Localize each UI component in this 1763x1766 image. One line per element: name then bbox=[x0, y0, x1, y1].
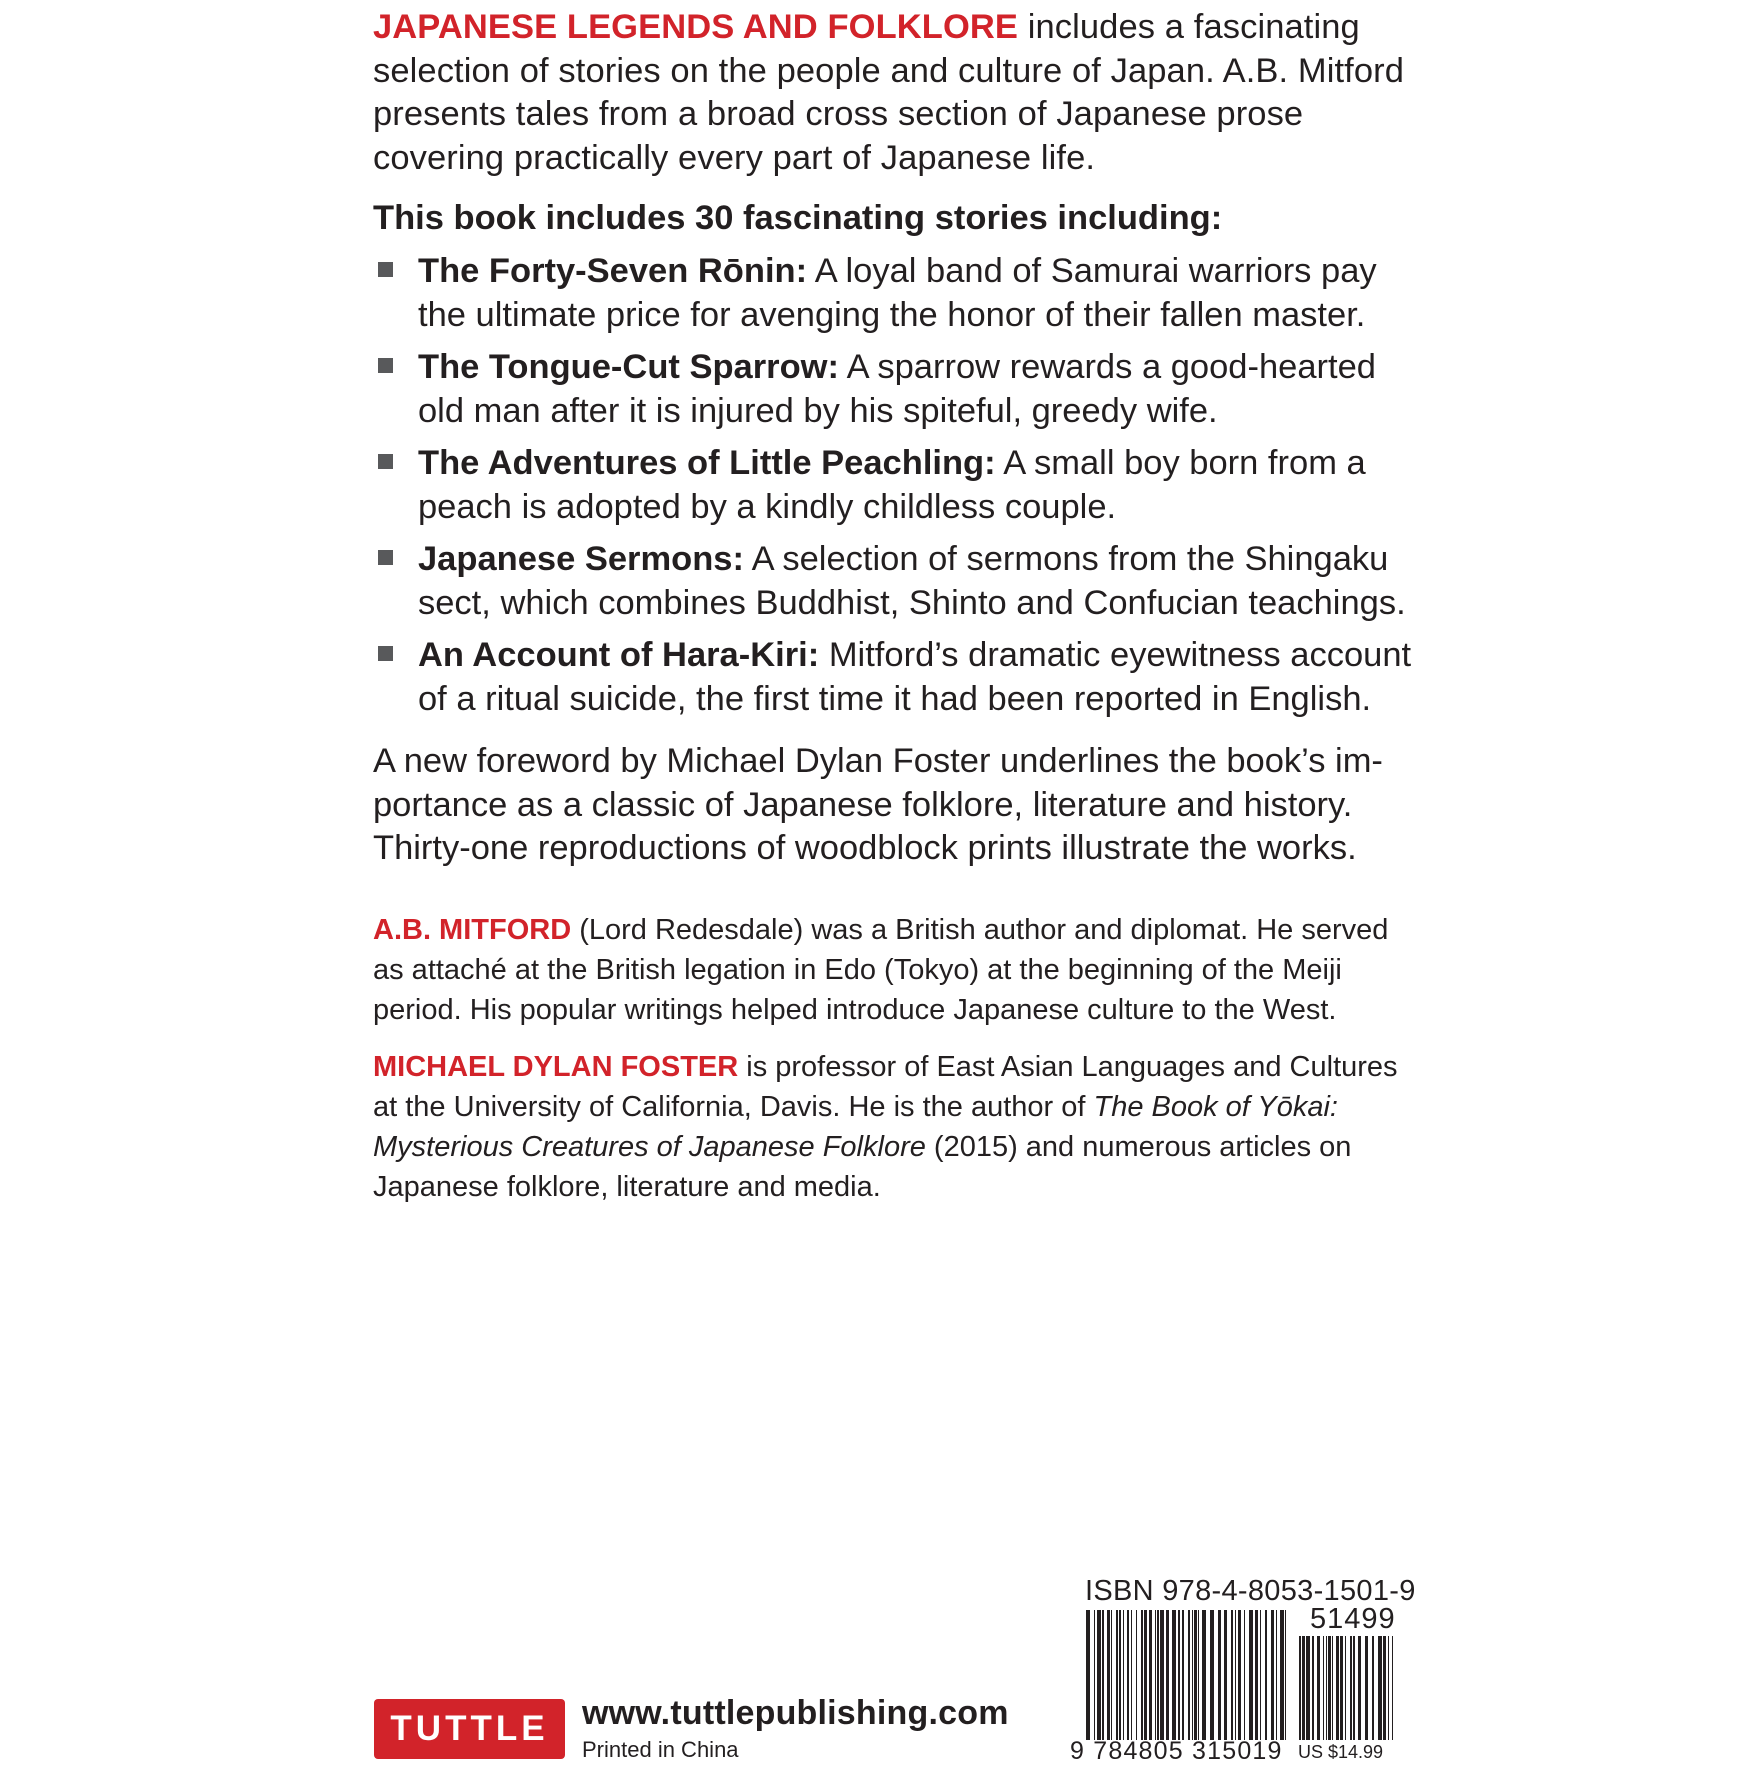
barcode-bar bbox=[1365, 1636, 1368, 1740]
list-item bbox=[373, 346, 1413, 433]
printed-in-label: Printed in China bbox=[582, 1737, 739, 1762]
barcode-bar bbox=[1194, 1610, 1197, 1740]
barcode-bar bbox=[1198, 1610, 1199, 1740]
barcode-bar bbox=[1157, 1610, 1159, 1740]
barcode-bar bbox=[1312, 1636, 1314, 1740]
list-item bbox=[373, 634, 1413, 721]
foreword-paragraph: A new foreword by Michael Dylan Foster underlines the book’s im-portance as a classic of Japanese folklore, literature and history. Thirty-one reproductions of woodblock prints illustrate the works. bbox=[373, 742, 1383, 867]
barcode-bar bbox=[1392, 1636, 1393, 1740]
barcode-bar bbox=[1271, 1610, 1274, 1740]
barcode-bar bbox=[1178, 1610, 1180, 1740]
barcode-bar bbox=[1265, 1610, 1267, 1740]
barcode-bar bbox=[1238, 1610, 1241, 1740]
barcode-bar bbox=[1107, 1610, 1110, 1740]
list-item bbox=[373, 442, 1413, 529]
story-title: The Adventures of Little Peachling: bbox=[418, 444, 996, 482]
story-title: Japanese Sermons: bbox=[418, 540, 744, 578]
barcode-bar bbox=[1131, 1610, 1132, 1740]
barcode-bar bbox=[1149, 1610, 1152, 1740]
barcode-bar bbox=[1323, 1636, 1324, 1740]
barcode-bar bbox=[1285, 1610, 1286, 1740]
author-bio-text-end: (2015) and numerous articles on Japanese folklore, literature and media. bbox=[373, 1130, 1352, 1203]
tuttle-logo: TUTTLE bbox=[374, 1699, 565, 1759]
story-description: A selection of sermons from the Shingaku sect, which combines Buddhist, Shinto and Confucian teachings. bbox=[418, 540, 1406, 622]
square-bullet-icon bbox=[378, 646, 393, 661]
square-bullet-icon bbox=[378, 262, 393, 277]
barcode-icon bbox=[1086, 1610, 1286, 1740]
barcode-bar bbox=[1345, 1636, 1346, 1740]
author-bio-text: (Lord Redesdale) was a British author and diplomat. He served as attaché at the British legation in Edo (Tokyo) at the beginning of the Meiji period. His popular writings helped introduce Japanese culture to the West. bbox=[373, 913, 1389, 1026]
barcode-bar bbox=[1353, 1636, 1355, 1740]
stories-list bbox=[373, 250, 1413, 721]
barcode-addon-icon bbox=[1299, 1636, 1394, 1740]
barcode-bar bbox=[1144, 1610, 1147, 1740]
barcode-bar bbox=[1182, 1610, 1184, 1740]
intro-paragraph bbox=[373, 6, 1413, 180]
cover-text-column bbox=[373, 6, 1413, 1207]
story-description: A small boy born from a peach is adopted by a kindly childless couple. bbox=[418, 444, 1366, 526]
barcode-bar bbox=[1119, 1610, 1121, 1740]
square-bullet-icon bbox=[378, 358, 393, 373]
barcode-bar bbox=[1123, 1610, 1124, 1740]
barcode-bar bbox=[1166, 1610, 1169, 1740]
barcode-bar bbox=[1336, 1636, 1339, 1740]
barcode-bar bbox=[1255, 1610, 1258, 1740]
barcode-bar bbox=[1116, 1610, 1118, 1740]
author-bio-mitford bbox=[373, 910, 1413, 1030]
barcode-bar bbox=[1094, 1610, 1095, 1740]
barcode-bar bbox=[1340, 1636, 1343, 1740]
story-description: Mitford’s dramatic eyewitness account of a ritual suicide, the first time it had been reported in English. bbox=[418, 636, 1412, 718]
barcode-bar bbox=[1111, 1610, 1112, 1740]
barcode-bar bbox=[1102, 1610, 1104, 1740]
barcode-bar bbox=[1224, 1610, 1227, 1740]
square-bullet-icon bbox=[378, 550, 393, 565]
author-bio-foster bbox=[373, 1047, 1413, 1207]
barcode-bar bbox=[1249, 1610, 1253, 1740]
isbn-number: ISBN 978-4-8053-1501-9 bbox=[1085, 1575, 1416, 1607]
square-bullet-icon bbox=[378, 454, 393, 469]
price-code: 51499 bbox=[1310, 1603, 1396, 1635]
barcode-bar bbox=[1388, 1636, 1389, 1740]
barcode-bar bbox=[1235, 1610, 1236, 1740]
barcode-bar bbox=[1097, 1610, 1101, 1740]
barcode-bar bbox=[1127, 1610, 1129, 1740]
author-name: A.B. MITFORD bbox=[373, 913, 572, 946]
intro-text: includes a fascinating selection of stories on the people and culture of Japan. A.B. Mitford presents tales from a broad cross section of Japanese prose covering practically every part of Japanese life. bbox=[373, 8, 1405, 177]
barcode-bar bbox=[1378, 1636, 1382, 1740]
story-description: A sparrow rewards a good-hearted old man after it is injured by his spiteful, greedy wife. bbox=[418, 348, 1376, 430]
list-item bbox=[373, 250, 1413, 337]
book-title-italic: The Book of Yōkai: Mysterious Creatures of Japanese Folklore bbox=[373, 1090, 1338, 1163]
barcode-bar bbox=[1160, 1610, 1164, 1740]
stories-heading: This book includes 30 fascinating stories including: bbox=[373, 199, 1223, 237]
barcode-bar bbox=[1188, 1610, 1190, 1740]
barcode-bar bbox=[1141, 1610, 1143, 1740]
barcode-bar bbox=[1306, 1636, 1310, 1740]
book-title: JAPANESE LEGENDS AND FOLKLORE bbox=[373, 8, 1019, 46]
barcode-bar bbox=[1328, 1636, 1331, 1740]
barcode-bar bbox=[1202, 1610, 1206, 1740]
barcode-bar bbox=[1276, 1610, 1277, 1740]
barcode-bar bbox=[1260, 1610, 1261, 1740]
barcode-bar bbox=[1372, 1636, 1374, 1740]
barcode-bar bbox=[1299, 1636, 1301, 1740]
price-label: US $14.99 bbox=[1298, 1742, 1384, 1762]
barcode-bar bbox=[1358, 1636, 1361, 1740]
barcode-bar bbox=[1350, 1636, 1352, 1740]
barcode-bar bbox=[1172, 1610, 1176, 1740]
story-description: A loyal band of Samurai warriors pay the ultimate price for avenging the honor of their fallen master. bbox=[418, 252, 1377, 334]
barcode-bar bbox=[1218, 1610, 1221, 1740]
author-name: MICHAEL DYLAN FOSTER bbox=[373, 1050, 739, 1083]
barcode-bar bbox=[1210, 1610, 1214, 1740]
barcode-bar bbox=[1302, 1636, 1305, 1740]
author-bio-text: is professor of East Asian Languages and Cultures at the University of California, Davis. He is the author of bbox=[373, 1050, 1398, 1123]
barcode-bar bbox=[1326, 1636, 1327, 1740]
ean-digits: 9 784805 315019 bbox=[1070, 1737, 1283, 1765]
barcode-bar bbox=[1192, 1610, 1193, 1740]
barcode-bar bbox=[1383, 1636, 1386, 1740]
barcode-bar bbox=[1244, 1610, 1245, 1740]
list-item bbox=[373, 538, 1413, 625]
barcode-bar bbox=[1280, 1610, 1284, 1740]
publisher-website-link[interactable]: www.tuttlepublishing.com bbox=[582, 1694, 1009, 1732]
barcode-bar bbox=[1086, 1610, 1090, 1740]
story-title: The Forty-Seven Rōnin: bbox=[418, 252, 808, 290]
barcode-bar bbox=[1136, 1610, 1137, 1740]
story-title: An Account of Hara-Kiri: bbox=[418, 636, 820, 674]
barcode-bar bbox=[1231, 1610, 1233, 1740]
barcode-bar bbox=[1317, 1636, 1320, 1740]
barcode-bar bbox=[1332, 1636, 1333, 1740]
barcode-bar bbox=[1155, 1610, 1156, 1740]
story-title: The Tongue-Cut Sparrow: bbox=[418, 348, 839, 386]
